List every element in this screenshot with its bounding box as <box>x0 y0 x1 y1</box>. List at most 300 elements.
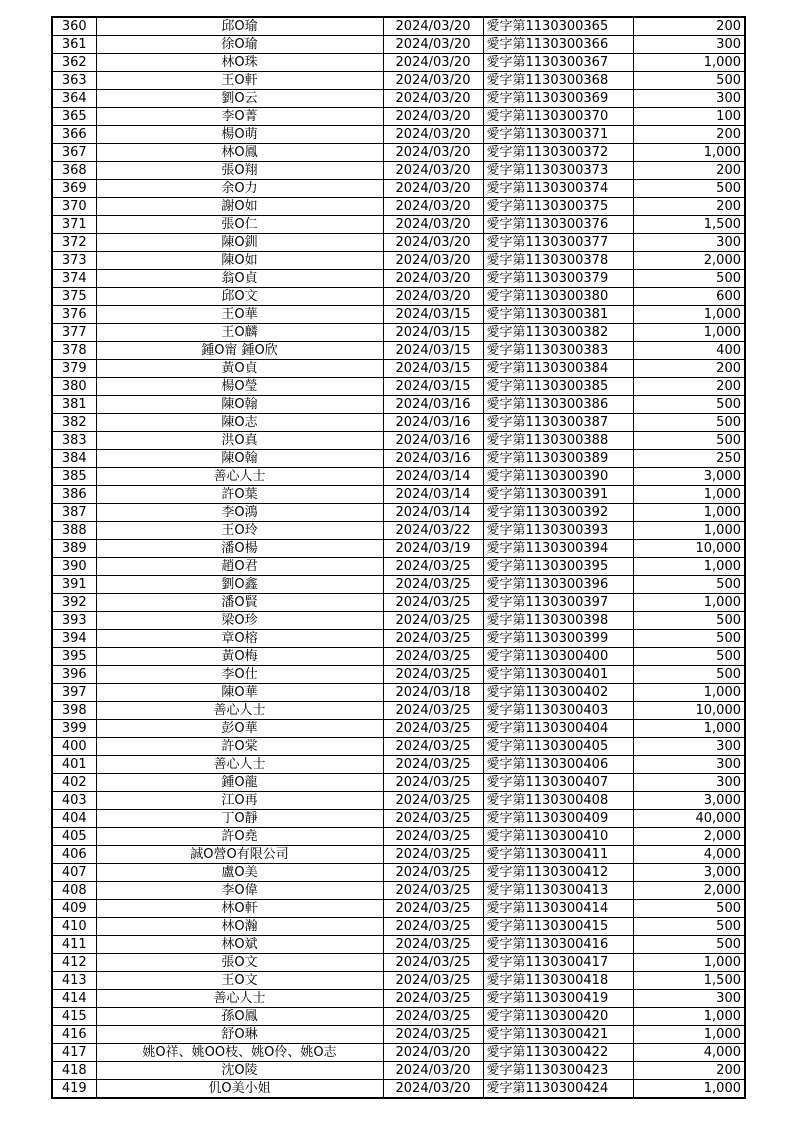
receipt-number-cell: 愛字第1130300396 <box>483 576 633 594</box>
table-row <box>52 126 745 144</box>
table-row <box>52 324 745 342</box>
receipt-number-cell: 愛字第1130300402 <box>483 684 633 702</box>
donation-date-cell: 2024/03/15 <box>383 360 483 378</box>
row-number-cell: 409 <box>52 900 96 918</box>
donor-name-cell: 舒O琳 <box>96 1026 383 1044</box>
donor-name-cell: 張O仁 <box>96 216 383 234</box>
donor-name-cell: 陳O翰 <box>96 396 383 414</box>
table-row <box>52 72 745 90</box>
row-number-cell: 393 <box>52 612 96 630</box>
receipt-number-cell: 愛字第1130300408 <box>483 792 633 810</box>
donor-name-cell: 黃O貞 <box>96 360 383 378</box>
donation-date-cell: 2024/03/25 <box>383 720 483 738</box>
donor-name-cell: 許O堯 <box>96 828 383 846</box>
row-number-cell: 419 <box>52 1080 96 1099</box>
receipt-number-cell: 愛字第1130300409 <box>483 810 633 828</box>
table-row <box>52 648 745 666</box>
row-number-cell: 363 <box>52 72 96 90</box>
donation-amount-cell: 500 <box>633 396 745 414</box>
donation-amount-cell: 1,000 <box>633 306 745 324</box>
donation-date-cell: 2024/03/25 <box>383 828 483 846</box>
donation-amount-cell: 1,500 <box>633 216 745 234</box>
receipt-number-cell: 愛字第1130300420 <box>483 1008 633 1026</box>
donation-date-cell: 2024/03/14 <box>383 504 483 522</box>
donation-amount-cell: 1,000 <box>633 954 745 972</box>
table-row <box>52 270 745 288</box>
table-row <box>52 702 745 720</box>
donor-name-cell: 黃O梅 <box>96 648 383 666</box>
receipt-number-cell: 愛字第1130300369 <box>483 90 633 108</box>
donation-date-cell: 2024/03/25 <box>383 918 483 936</box>
donor-name-cell: 劉O云 <box>96 90 383 108</box>
row-number-cell: 380 <box>52 378 96 396</box>
donor-name-cell: 鍾O甯 鍾O欣 <box>96 342 383 360</box>
donor-name-cell: 彭O華 <box>96 720 383 738</box>
table-row <box>52 612 745 630</box>
table-row <box>52 162 745 180</box>
donor-name-cell: 善心人士 <box>96 702 383 720</box>
donation-date-cell: 2024/03/20 <box>383 72 483 90</box>
row-number-cell: 416 <box>52 1026 96 1044</box>
row-number-cell: 395 <box>52 648 96 666</box>
table-row <box>52 306 745 324</box>
row-number-cell: 373 <box>52 252 96 270</box>
receipt-number-cell: 愛字第1130300378 <box>483 252 633 270</box>
table-row <box>52 558 745 576</box>
table-row <box>52 504 745 522</box>
donation-date-cell: 2024/03/25 <box>383 612 483 630</box>
donation-date-cell: 2024/03/25 <box>383 792 483 810</box>
receipt-number-cell: 愛字第1130300397 <box>483 594 633 612</box>
receipt-number-cell: 愛字第1130300375 <box>483 198 633 216</box>
row-number-cell: 414 <box>52 990 96 1008</box>
receipt-number-cell: 愛字第1130300380 <box>483 288 633 306</box>
donation-date-cell: 2024/03/20 <box>383 144 483 162</box>
donation-date-cell: 2024/03/20 <box>383 1044 483 1062</box>
receipt-number-cell: 愛字第1130300370 <box>483 108 633 126</box>
receipt-number-cell: 愛字第1130300371 <box>483 126 633 144</box>
donation-amount-cell: 500 <box>633 630 745 648</box>
donation-date-cell: 2024/03/20 <box>383 54 483 72</box>
donation-amount-cell: 500 <box>633 432 745 450</box>
table-row <box>52 882 745 900</box>
donor-name-cell: 李O偉 <box>96 882 383 900</box>
donor-name-cell: 沈O陵 <box>96 1062 383 1080</box>
receipt-number-cell: 愛字第1130300394 <box>483 540 633 558</box>
donation-date-cell: 2024/03/15 <box>383 342 483 360</box>
donation-amount-cell: 1,000 <box>633 1026 745 1044</box>
receipt-number-cell: 愛字第1130300407 <box>483 774 633 792</box>
donation-amount-cell: 3,000 <box>633 792 745 810</box>
row-number-cell: 399 <box>52 720 96 738</box>
donation-amount-cell: 1,000 <box>633 684 745 702</box>
row-number-cell: 411 <box>52 936 96 954</box>
donor-name-cell: 徐O瑜 <box>96 36 383 54</box>
donation-amount-cell: 500 <box>633 414 745 432</box>
donation-date-cell: 2024/03/20 <box>383 288 483 306</box>
table-row <box>52 378 745 396</box>
donation-amount-cell: 300 <box>633 756 745 774</box>
receipt-number-cell: 愛字第1130300398 <box>483 612 633 630</box>
row-number-cell: 392 <box>52 594 96 612</box>
table-row <box>52 1026 745 1044</box>
table-row <box>52 1062 745 1080</box>
donor-name-cell: 王O文 <box>96 972 383 990</box>
donation-amount-cell: 500 <box>633 612 745 630</box>
receipt-number-cell: 愛字第1130300382 <box>483 324 633 342</box>
donation-date-cell: 2024/03/14 <box>383 486 483 504</box>
row-number-cell: 398 <box>52 702 96 720</box>
table-row <box>52 468 745 486</box>
row-number-cell: 367 <box>52 144 96 162</box>
donation-date-cell: 2024/03/20 <box>383 36 483 54</box>
receipt-number-cell: 愛字第1130300424 <box>483 1080 633 1099</box>
donation-date-cell: 2024/03/20 <box>383 1062 483 1080</box>
donation-list-table <box>51 16 746 1099</box>
donation-amount-cell: 1,000 <box>633 504 745 522</box>
row-number-cell: 388 <box>52 522 96 540</box>
donor-name-cell: 王O華 <box>96 306 383 324</box>
row-number-cell: 406 <box>52 846 96 864</box>
row-number-cell: 396 <box>52 666 96 684</box>
row-number-cell: 382 <box>52 414 96 432</box>
table-row <box>52 540 745 558</box>
receipt-number-cell: 愛字第1130300376 <box>483 216 633 234</box>
receipt-number-cell: 愛字第1130300406 <box>483 756 633 774</box>
donation-amount-cell: 1,500 <box>633 972 745 990</box>
donation-date-cell: 2024/03/25 <box>383 774 483 792</box>
donation-date-cell: 2024/03/20 <box>383 234 483 252</box>
row-number-cell: 375 <box>52 288 96 306</box>
donation-date-cell: 2024/03/20 <box>383 216 483 234</box>
donor-name-cell: 翁O貞 <box>96 270 383 288</box>
table-row <box>52 1008 745 1026</box>
row-number-cell: 415 <box>52 1008 96 1026</box>
donation-date-cell: 2024/03/25 <box>383 558 483 576</box>
table-row <box>52 666 745 684</box>
table-row <box>52 522 745 540</box>
donation-date-cell: 2024/03/25 <box>383 630 483 648</box>
receipt-number-cell: 愛字第1130300385 <box>483 378 633 396</box>
row-number-cell: 362 <box>52 54 96 72</box>
donor-name-cell: 陳O如 <box>96 252 383 270</box>
donation-amount-cell: 200 <box>633 198 745 216</box>
donation-amount-cell: 500 <box>633 936 745 954</box>
table-row <box>52 17 745 36</box>
donor-name-cell: 善心人士 <box>96 468 383 486</box>
donation-amount-cell: 3,000 <box>633 468 745 486</box>
donation-date-cell: 2024/03/15 <box>383 378 483 396</box>
donor-name-cell: 張O翔 <box>96 162 383 180</box>
table-row <box>52 36 745 54</box>
receipt-number-cell: 愛字第1130300392 <box>483 504 633 522</box>
donor-name-cell: 林O斌 <box>96 936 383 954</box>
table-row <box>52 990 745 1008</box>
donation-date-cell: 2024/03/25 <box>383 972 483 990</box>
receipt-number-cell: 愛字第1130300384 <box>483 360 633 378</box>
receipt-number-cell: 愛字第1130300401 <box>483 666 633 684</box>
donor-name-cell: 善心人士 <box>96 990 383 1008</box>
donation-date-cell: 2024/03/25 <box>383 936 483 954</box>
donor-name-cell: 王O軒 <box>96 72 383 90</box>
table-row <box>52 216 745 234</box>
donation-amount-cell: 1,000 <box>633 1080 745 1099</box>
donor-name-cell: 潘O賢 <box>96 594 383 612</box>
table-row <box>52 756 745 774</box>
donation-date-cell: 2024/03/25 <box>383 1026 483 1044</box>
donation-amount-cell: 1,000 <box>633 54 745 72</box>
donation-amount-cell: 1,000 <box>633 486 745 504</box>
donor-name-cell: 邱O文 <box>96 288 383 306</box>
donor-name-cell: 潘O楊 <box>96 540 383 558</box>
donation-amount-cell: 1,000 <box>633 594 745 612</box>
receipt-number-cell: 愛字第1130300381 <box>483 306 633 324</box>
table-row <box>52 954 745 972</box>
donation-amount-cell: 2,000 <box>633 882 745 900</box>
receipt-number-cell: 愛字第1130300373 <box>483 162 633 180</box>
table-row <box>52 810 745 828</box>
donor-name-cell: 洪O真 <box>96 432 383 450</box>
receipt-number-cell: 愛字第1130300377 <box>483 234 633 252</box>
donation-amount-cell: 4,000 <box>633 1044 745 1062</box>
receipt-number-cell: 愛字第1130300412 <box>483 864 633 882</box>
donation-amount-cell: 100 <box>633 108 745 126</box>
table-row <box>52 900 745 918</box>
table-row <box>52 90 745 108</box>
donor-name-cell: 鍾O龍 <box>96 774 383 792</box>
row-number-cell: 413 <box>52 972 96 990</box>
donation-date-cell: 2024/03/25 <box>383 738 483 756</box>
row-number-cell: 389 <box>52 540 96 558</box>
donor-name-cell: 李O菁 <box>96 108 383 126</box>
table-row <box>52 288 745 306</box>
table-row <box>52 936 745 954</box>
donor-name-cell: 陳O志 <box>96 414 383 432</box>
donation-amount-cell: 300 <box>633 234 745 252</box>
donation-date-cell: 2024/03/25 <box>383 576 483 594</box>
donation-amount-cell: 10,000 <box>633 702 745 720</box>
donation-amount-cell: 500 <box>633 180 745 198</box>
donor-name-cell: 孫O鳳 <box>96 1008 383 1026</box>
donation-amount-cell: 500 <box>633 918 745 936</box>
table-row <box>52 108 745 126</box>
row-number-cell: 372 <box>52 234 96 252</box>
table-row <box>52 144 745 162</box>
table-row <box>52 774 745 792</box>
donation-amount-cell: 1,000 <box>633 522 745 540</box>
donor-name-cell: 陳O華 <box>96 684 383 702</box>
table-row <box>52 180 745 198</box>
table-row <box>52 252 745 270</box>
receipt-number-cell: 愛字第1130300386 <box>483 396 633 414</box>
donation-amount-cell: 4,000 <box>633 846 745 864</box>
row-number-cell: 377 <box>52 324 96 342</box>
row-number-cell: 376 <box>52 306 96 324</box>
receipt-number-cell: 愛字第1130300379 <box>483 270 633 288</box>
table-row <box>52 972 745 990</box>
row-number-cell: 407 <box>52 864 96 882</box>
donation-date-cell: 2024/03/16 <box>383 396 483 414</box>
donation-date-cell: 2024/03/14 <box>383 468 483 486</box>
donation-amount-cell: 250 <box>633 450 745 468</box>
row-number-cell: 371 <box>52 216 96 234</box>
donation-amount-cell: 300 <box>633 738 745 756</box>
table-row <box>52 342 745 360</box>
row-number-cell: 365 <box>52 108 96 126</box>
donation-amount-cell: 1,000 <box>633 324 745 342</box>
receipt-number-cell: 愛字第1130300415 <box>483 918 633 936</box>
donor-name-cell: 林O鳳 <box>96 144 383 162</box>
donor-name-cell: 盧O美 <box>96 864 383 882</box>
donor-name-cell: 江O再 <box>96 792 383 810</box>
row-number-cell: 374 <box>52 270 96 288</box>
receipt-number-cell: 愛字第1130300411 <box>483 846 633 864</box>
donor-name-cell: 許O葉 <box>96 486 383 504</box>
table-row <box>52 450 745 468</box>
donation-amount-cell: 500 <box>633 576 745 594</box>
receipt-number-cell: 愛字第1130300400 <box>483 648 633 666</box>
donor-name-cell: 誠O營O有限公司 <box>96 846 383 864</box>
receipt-number-cell: 愛字第1130300388 <box>483 432 633 450</box>
row-number-cell: 361 <box>52 36 96 54</box>
table-row <box>52 396 745 414</box>
row-number-cell: 384 <box>52 450 96 468</box>
donation-date-cell: 2024/03/20 <box>383 126 483 144</box>
table-row <box>52 1080 745 1099</box>
donor-name-cell: 姚O祥、姚OO枝、姚O伶、姚O志 <box>96 1044 383 1062</box>
donation-date-cell: 2024/03/15 <box>383 324 483 342</box>
row-number-cell: 366 <box>52 126 96 144</box>
table-row <box>52 360 745 378</box>
table-row <box>52 792 745 810</box>
donor-name-cell: 李O仕 <box>96 666 383 684</box>
donation-amount-cell: 200 <box>633 1062 745 1080</box>
donation-date-cell: 2024/03/20 <box>383 252 483 270</box>
donation-amount-cell: 300 <box>633 90 745 108</box>
row-number-cell: 364 <box>52 90 96 108</box>
row-number-cell: 417 <box>52 1044 96 1062</box>
row-number-cell: 402 <box>52 774 96 792</box>
receipt-number-cell: 愛字第1130300390 <box>483 468 633 486</box>
receipt-number-cell: 愛字第1130300367 <box>483 54 633 72</box>
donation-date-cell: 2024/03/25 <box>383 882 483 900</box>
donation-date-cell: 2024/03/20 <box>383 270 483 288</box>
receipt-number-cell: 愛字第1130300417 <box>483 954 633 972</box>
donor-name-cell: 梁O珍 <box>96 612 383 630</box>
table-row <box>52 918 745 936</box>
row-number-cell: 369 <box>52 180 96 198</box>
receipt-number-cell: 愛字第1130300366 <box>483 36 633 54</box>
row-number-cell: 408 <box>52 882 96 900</box>
donor-name-cell: 王O麟 <box>96 324 383 342</box>
donation-amount-cell: 1,000 <box>633 1008 745 1026</box>
donation-amount-cell: 500 <box>633 648 745 666</box>
receipt-number-cell: 愛字第1130300404 <box>483 720 633 738</box>
donation-date-cell: 2024/03/20 <box>383 1080 483 1099</box>
receipt-number-cell: 愛字第1130300414 <box>483 900 633 918</box>
table-row <box>52 432 745 450</box>
table-row <box>52 1044 745 1062</box>
table-row <box>52 486 745 504</box>
donation-date-cell: 2024/03/16 <box>383 414 483 432</box>
donation-amount-cell: 1,000 <box>633 144 745 162</box>
donation-date-cell: 2024/03/20 <box>383 90 483 108</box>
donation-amount-cell: 2,000 <box>633 252 745 270</box>
donation-date-cell: 2024/03/25 <box>383 954 483 972</box>
receipt-number-cell: 愛字第1130300419 <box>483 990 633 1008</box>
donor-name-cell: 陳O釧 <box>96 234 383 252</box>
donation-amount-cell: 200 <box>633 162 745 180</box>
donor-name-cell: 許O棠 <box>96 738 383 756</box>
donation-amount-cell: 10,000 <box>633 540 745 558</box>
receipt-number-cell: 愛字第1130300383 <box>483 342 633 360</box>
donation-amount-cell: 500 <box>633 72 745 90</box>
receipt-number-cell: 愛字第1130300368 <box>483 72 633 90</box>
donation-date-cell: 2024/03/25 <box>383 666 483 684</box>
donation-date-cell: 2024/03/25 <box>383 594 483 612</box>
donation-amount-cell: 1,000 <box>633 558 745 576</box>
receipt-number-cell: 愛字第1130300413 <box>483 882 633 900</box>
receipt-number-cell: 愛字第1130300410 <box>483 828 633 846</box>
receipt-number-cell: 愛字第1130300391 <box>483 486 633 504</box>
donation-amount-cell: 200 <box>633 378 745 396</box>
row-number-cell: 391 <box>52 576 96 594</box>
donor-name-cell: 陳O翰 <box>96 450 383 468</box>
table-row <box>52 846 745 864</box>
row-number-cell: 383 <box>52 432 96 450</box>
row-number-cell: 410 <box>52 918 96 936</box>
donation-amount-cell: 200 <box>633 126 745 144</box>
donor-name-cell: 林O軒 <box>96 900 383 918</box>
donation-list-body <box>52 17 745 1098</box>
row-number-cell: 401 <box>52 756 96 774</box>
row-number-cell: 404 <box>52 810 96 828</box>
table-row <box>52 576 745 594</box>
donor-name-cell: 劉O鑫 <box>96 576 383 594</box>
receipt-number-cell: 愛字第1130300416 <box>483 936 633 954</box>
donation-date-cell: 2024/03/16 <box>383 432 483 450</box>
donation-date-cell: 2024/03/25 <box>383 1008 483 1026</box>
donor-name-cell: 丁O靜 <box>96 810 383 828</box>
donation-date-cell: 2024/03/18 <box>383 684 483 702</box>
receipt-number-cell: 愛字第1130300372 <box>483 144 633 162</box>
donation-date-cell: 2024/03/20 <box>383 108 483 126</box>
row-number-cell: 378 <box>52 342 96 360</box>
donation-date-cell: 2024/03/19 <box>383 540 483 558</box>
donor-name-cell: 善心人士 <box>96 756 383 774</box>
donation-amount-cell: 3,000 <box>633 864 745 882</box>
donation-date-cell: 2024/03/25 <box>383 864 483 882</box>
receipt-number-cell: 愛字第1130300422 <box>483 1044 633 1062</box>
donation-amount-cell: 600 <box>633 288 745 306</box>
receipt-number-cell: 愛字第1130300395 <box>483 558 633 576</box>
row-number-cell: 394 <box>52 630 96 648</box>
receipt-number-cell: 愛字第1130300365 <box>483 17 633 36</box>
donation-date-cell: 2024/03/25 <box>383 810 483 828</box>
donation-date-cell: 2024/03/20 <box>383 162 483 180</box>
receipt-number-cell: 愛字第1130300418 <box>483 972 633 990</box>
row-number-cell: 379 <box>52 360 96 378</box>
donation-date-cell: 2024/03/25 <box>383 648 483 666</box>
donor-name-cell: 張O文 <box>96 954 383 972</box>
donation-amount-cell: 500 <box>633 270 745 288</box>
donation-date-cell: 2024/03/22 <box>383 522 483 540</box>
table-row <box>52 684 745 702</box>
donation-amount-cell: 300 <box>633 36 745 54</box>
donor-name-cell: 林O瀚 <box>96 918 383 936</box>
receipt-number-cell: 愛字第1130300399 <box>483 630 633 648</box>
table-row <box>52 864 745 882</box>
